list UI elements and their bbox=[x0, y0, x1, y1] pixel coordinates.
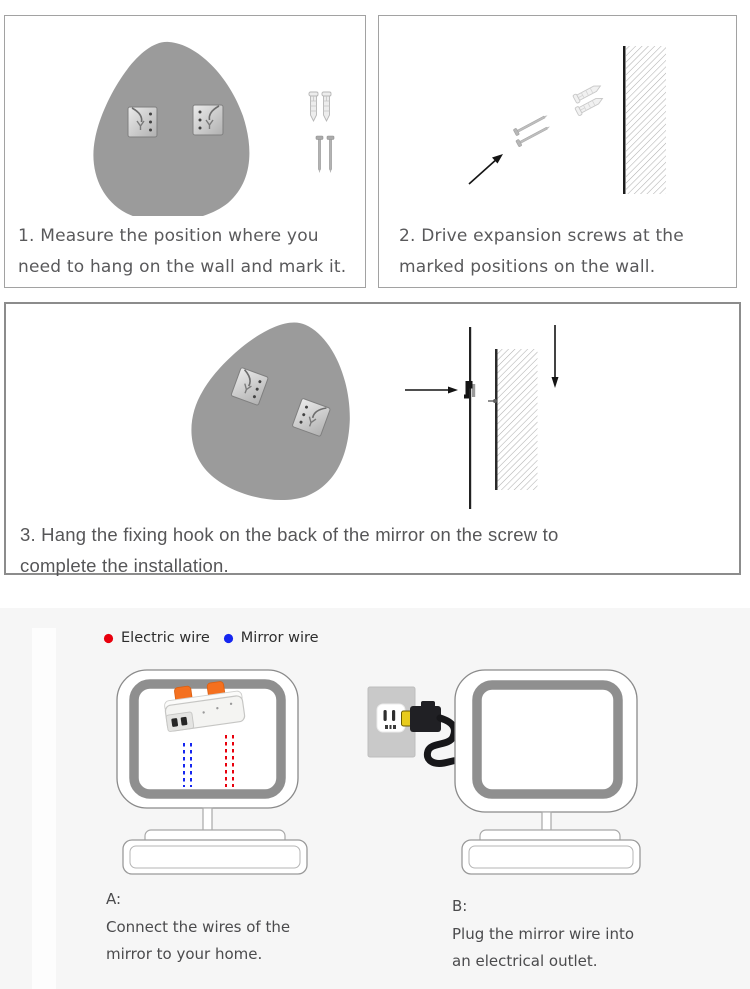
direction-arrow-icon bbox=[405, 387, 458, 394]
screw-in-wall bbox=[488, 399, 497, 403]
direction-arrow-icon bbox=[469, 154, 503, 184]
step2-caption-line1: 2. Drive expansion screws at the bbox=[399, 226, 684, 246]
caption-a bbox=[106, 886, 346, 969]
step1-caption bbox=[5, 216, 365, 283]
figure-a-connect-wires bbox=[100, 663, 312, 879]
step1-caption-line1: 1. Measure the position where you bbox=[18, 226, 319, 246]
wire-legend bbox=[103, 630, 319, 646]
electric-wire-label: Electric wire bbox=[121, 630, 210, 646]
caption-b bbox=[452, 893, 692, 976]
step2-caption-line2: marked positions on the wall. bbox=[399, 257, 656, 277]
step2-illustration bbox=[379, 16, 735, 216]
wall-edge bbox=[495, 349, 498, 490]
expansion-anchor-icon bbox=[569, 82, 608, 116]
tilted-mirror-back bbox=[173, 304, 381, 517]
step2-caption bbox=[379, 216, 736, 283]
panel-step-3 bbox=[4, 302, 741, 575]
step3-caption-line2: complete the installation. bbox=[20, 555, 229, 576]
wall-hatch bbox=[626, 46, 666, 194]
caption-a-title: A: bbox=[106, 890, 122, 908]
down-arrow-icon bbox=[552, 325, 559, 388]
step3-illustration bbox=[6, 304, 739, 517]
caption-b-line2: an electrical outlet. bbox=[452, 952, 598, 970]
mirror-back-shape bbox=[93, 42, 249, 216]
fixing-hook-icon bbox=[193, 105, 223, 135]
mirror-back-shape bbox=[173, 304, 381, 517]
wall-edge bbox=[623, 46, 626, 194]
mirror-wire-label: Mirror wire bbox=[240, 630, 319, 646]
wall-hatch bbox=[498, 349, 538, 490]
figure-b-plug-outlet bbox=[355, 660, 650, 880]
screw-icon bbox=[316, 136, 334, 173]
background-highlight bbox=[32, 628, 56, 989]
panel-step-1 bbox=[4, 15, 366, 288]
screw-icon bbox=[511, 112, 555, 147]
caption-a-line2: mirror to your home. bbox=[106, 945, 263, 963]
fixing-hook-icon bbox=[128, 107, 157, 137]
caption-b-line1: Plug the mirror wire into bbox=[452, 924, 635, 943]
mirror-stand bbox=[462, 812, 640, 874]
step1-illustration bbox=[5, 16, 363, 216]
panel-step-2 bbox=[378, 15, 737, 288]
mirror-stand bbox=[123, 808, 307, 874]
caption-a-line1: Connect the wires of the bbox=[106, 917, 291, 936]
step3-caption bbox=[6, 517, 739, 581]
mirror-edge-line bbox=[469, 327, 471, 509]
expansion-anchor-icon bbox=[309, 92, 331, 121]
electric-wire-dot-icon bbox=[103, 633, 114, 644]
mirror-wire-dot-icon bbox=[223, 633, 234, 644]
step1-caption-line2: need to hang on the wall and mark it. bbox=[18, 257, 347, 277]
caption-b-title: B: bbox=[452, 897, 468, 915]
step3-caption-line1: 3. Hang the fixing hook on the back of the mirror on the screw to bbox=[20, 524, 559, 545]
